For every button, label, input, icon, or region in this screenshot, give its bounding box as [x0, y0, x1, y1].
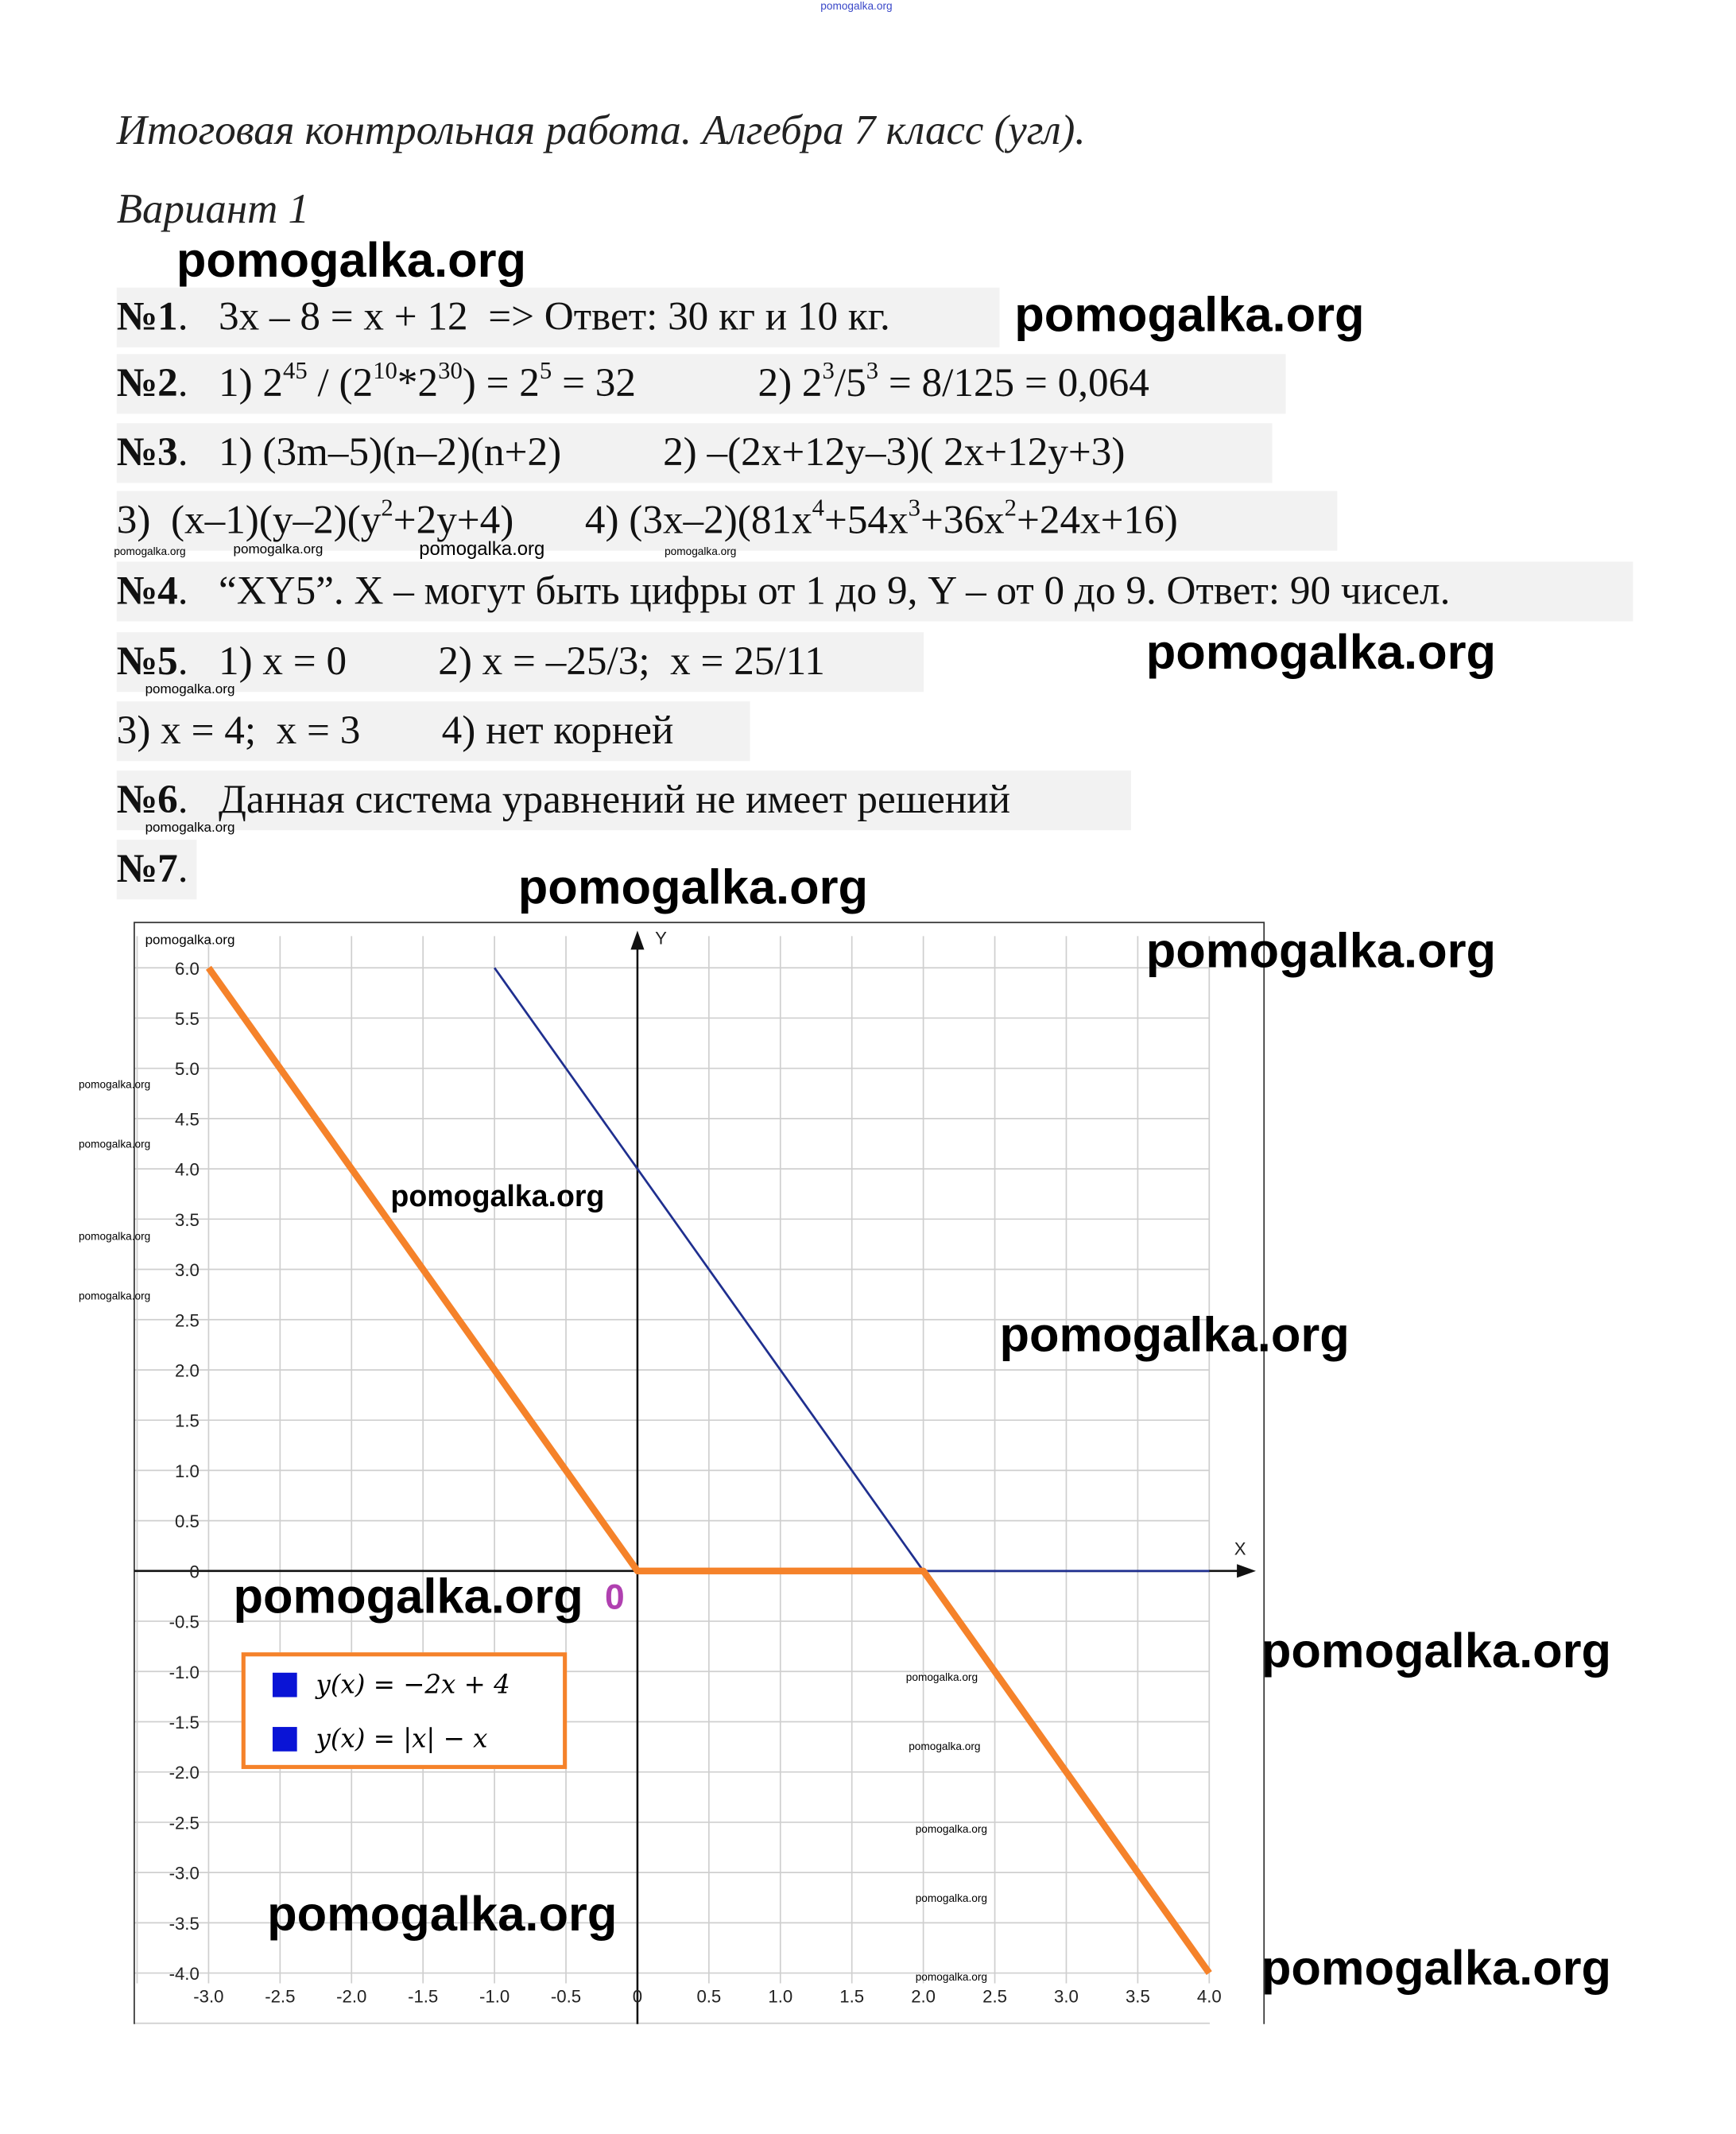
- answer-text: +36x: [920, 498, 1005, 543]
- y-tick-label: 4.5: [174, 1109, 200, 1130]
- problem-number: №4: [116, 568, 178, 614]
- x-tick-label: 2.0: [911, 1986, 936, 2007]
- y-tick-label: 2.5: [174, 1310, 200, 1331]
- answer-text: 3) (x–1)(y–2)(y: [116, 498, 382, 543]
- x-tick-label: 0: [632, 1986, 643, 2007]
- answer-text: +54x: [823, 498, 909, 543]
- problem-number: №5: [116, 638, 178, 684]
- y-tick-label: 5.0: [174, 1059, 200, 1080]
- watermark: pomogalka.org: [915, 1971, 988, 1984]
- x-tick-label: -1.0: [479, 1986, 510, 2007]
- x-tick-label: 0.5: [696, 1986, 722, 2007]
- watermark: pomogalka.org: [390, 1178, 605, 1213]
- superscript: 30: [438, 356, 463, 384]
- answer-text: . Данная система уравнений не имеет решений: [177, 777, 1011, 822]
- watermark: pomogalka.org: [233, 1568, 583, 1624]
- watermark: pomogalka.org: [905, 1671, 978, 1684]
- watermark: pomogalka.org: [517, 859, 869, 915]
- answer-text: . 1) (3m–5)(n–2)(n+2) 2) –(2x+12y–3)( 2x+12y+3): [177, 429, 1126, 475]
- answer-text: . 1) 2: [177, 360, 284, 406]
- answer-text: . “XY5”. X – могут быть цифры от 1 до 9, Y – от 0 до 9. Ответ: 90 чисел.: [177, 568, 1451, 614]
- watermark: pomogalka.org: [114, 545, 186, 558]
- y-tick-label: -3.0: [169, 1863, 200, 1884]
- answer-text: . 1) x = 0 2) x = –25/3; x = 25/11: [177, 638, 825, 684]
- superscript: 3: [908, 494, 920, 522]
- superscript: 5: [539, 356, 552, 384]
- x-tick-label: 3.0: [1054, 1986, 1079, 2007]
- x-axis-arrow-icon: [1237, 1564, 1256, 1577]
- y-tick-label: -1.0: [169, 1662, 200, 1682]
- superscript: 3: [866, 356, 879, 384]
- legend-swatch: [273, 1673, 297, 1698]
- y-tick-label: 0.5: [174, 1511, 200, 1532]
- answer-text: / (2: [307, 360, 374, 406]
- watermark: pomogalka.org: [145, 682, 235, 698]
- watermark: pomogalka.org: [1261, 1939, 1612, 1996]
- x-tick-label: -2.0: [336, 1986, 367, 2007]
- y-tick-label: 1.5: [174, 1410, 200, 1431]
- y-axis-arrow-icon: [630, 930, 644, 949]
- y-tick-label: 3.5: [174, 1209, 200, 1230]
- y-tick-label: 0: [189, 1562, 200, 1582]
- y-tick-label: 5.5: [174, 1008, 200, 1029]
- x-tick-label: 3.5: [1125, 1986, 1150, 2007]
- x-axis-label: X: [1234, 1538, 1246, 1559]
- legend-item: y(x) = |x| − x: [316, 1724, 488, 1755]
- superscript: 2: [381, 494, 393, 522]
- y-tick-label: 4.0: [174, 1159, 200, 1180]
- watermark: pomogalka.org: [915, 1892, 988, 1905]
- watermark: pomogalka.org: [233, 542, 324, 558]
- problem-number: №1: [116, 294, 178, 340]
- top-watermark: pomogalka.org: [820, 0, 893, 13]
- y-tick-label: -2.0: [169, 1763, 200, 1783]
- watermark: pomogalka.org: [78, 1230, 151, 1243]
- y-tick-label: -0.5: [169, 1612, 200, 1632]
- y-tick-label: 6.0: [174, 958, 200, 979]
- watermark: pomogalka.org: [419, 537, 545, 559]
- x-tick-label: -0.5: [550, 1986, 582, 2007]
- superscript: 3: [822, 356, 835, 384]
- x-tick-label: 1.5: [839, 1986, 865, 2007]
- watermark: pomogalka.org: [1145, 922, 1497, 979]
- y-tick-label: -3.5: [169, 1913, 200, 1934]
- answer-text: = 32 2) 2: [552, 360, 823, 406]
- page-title: Итоговая контрольная работа. Алгебра 7 класс (угл).: [116, 106, 1086, 153]
- origin-mark: 0: [604, 1576, 625, 1617]
- y-tick-label: 2.0: [174, 1360, 200, 1381]
- watermark: pomogalka.org: [1145, 623, 1497, 680]
- variant-label: Вариант 1: [116, 184, 309, 232]
- superscript: 4: [812, 494, 824, 522]
- watermark: pomogalka.org: [665, 545, 737, 558]
- answer-text: *2: [397, 360, 439, 406]
- answer-text: +2y+4) 4) (3x–2)(81x: [393, 498, 812, 543]
- problem-number: №2: [116, 360, 178, 406]
- answer-text: 3) x = 4; x = 3 4) нет корней: [116, 708, 674, 753]
- watermark: pomogalka.org: [267, 1885, 618, 1942]
- answer-text: .: [177, 846, 188, 892]
- watermark: pomogalka.org: [78, 1290, 151, 1302]
- y-tick-label: 3.0: [174, 1260, 200, 1281]
- answer-text: +24x+16): [1016, 498, 1178, 543]
- chart-legend: [242, 1652, 567, 1769]
- answer-text: . 3x – 8 = x + 12 => Ответ: 30 кг и 10 кг.: [177, 294, 890, 340]
- answer-text: = 8/125 = 0,064: [878, 360, 1149, 406]
- watermark: pomogalka.org: [176, 231, 527, 288]
- problem-number: №6: [116, 777, 178, 822]
- watermark: pomogalka.org: [78, 1138, 151, 1150]
- x-tick-label: -2.5: [265, 1986, 296, 2007]
- answer-text: ) = 2: [462, 360, 540, 406]
- superscript: 10: [373, 356, 397, 384]
- superscript: 45: [283, 356, 308, 384]
- y-tick-label: -2.5: [169, 1813, 200, 1833]
- answer-text: /5: [834, 360, 866, 406]
- watermark: pomogalka.org: [78, 1078, 151, 1091]
- problem-number: №3: [116, 429, 178, 475]
- watermark: pomogalka.org: [1014, 286, 1365, 342]
- watermark: pomogalka.org: [915, 1823, 988, 1836]
- y-axis-label: Y: [655, 928, 667, 949]
- watermark: pomogalka.org: [145, 933, 235, 949]
- watermark: pomogalka.org: [909, 1740, 981, 1753]
- x-tick-label: 1.0: [768, 1986, 793, 2007]
- y-tick-label: -1.5: [169, 1713, 200, 1733]
- x-tick-label: 4.0: [1196, 1986, 1222, 2007]
- legend-item: y(x) = −2x + 4: [316, 1670, 510, 1700]
- y-tick-label: -4.0: [169, 1964, 200, 1985]
- watermark: pomogalka.org: [1261, 1622, 1612, 1678]
- superscript: 2: [1004, 494, 1017, 522]
- chart-frame: [134, 922, 1264, 2023]
- y-tick-label: 1.0: [174, 1461, 200, 1481]
- watermark: pomogalka.org: [999, 1306, 1350, 1363]
- x-tick-label: -1.5: [408, 1986, 439, 2007]
- watermark: pomogalka.org: [145, 821, 235, 836]
- legend-swatch: [273, 1727, 297, 1752]
- x-tick-label: -3.0: [193, 1986, 224, 2007]
- x-tick-label: 2.5: [982, 1986, 1007, 2007]
- problem-number: №7: [116, 846, 178, 892]
